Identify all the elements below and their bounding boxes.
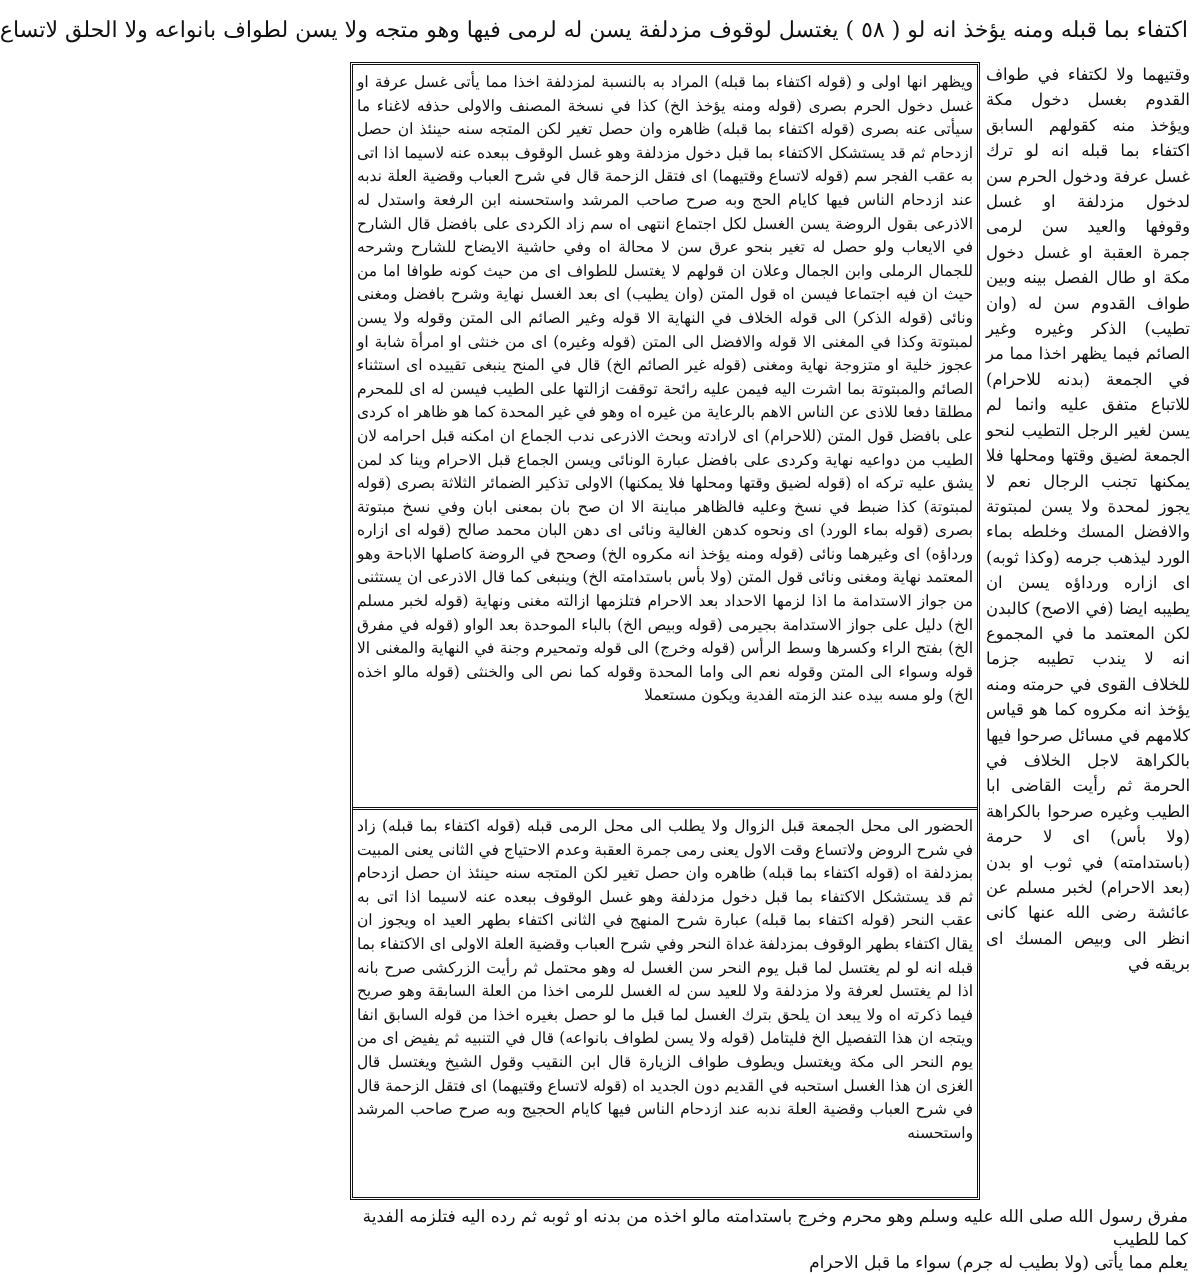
header-text-left: يغتسل لوقوف مزدلفة يسن له لرمى فيها وهو متجه ولا يسن لطواف بانواعه ولا الحلق لاتساع (0, 18, 839, 43)
margin-main-text: وقتيهما ولا لكتفاء في طواف القدوم بغسل دخول مكة ويؤخذ منه كقولهم السابق اكتفاء بما قبله انه لو ترك غسل عرفة ودخول الحرم سن لدخول مزدلفة او غسل وقوفها والعيد سن لرمى جمرة العقبة او غسل دخول مكة او طال الفصل بينه وبين طواف القدوم سن له (وان تطيب) الذكر وغيره وغير الصائم فيما يظهر اخذا مما مر في الجمعة (بدنه للاحرام) للاتباع متفق عليه وانما لم يسن لغير الرجل التطيب لنحو الجمعة لضيق وقتها ومحلها فلا يمكنها تجنب الرجال نعم لا يجوز لمحدة ولا يسن لمبتوتة والافضل المسك وخلطه بماء الورد ليذهب جرمه (وكذا ثوبه) اى ازاره ورداؤه يسن ان يطيبه ايضا (في الاصح) كالبدن لكن المعتمد ما في المجموع انه لا يندب تطيبه جزما للخلاف القوى في حرمته ومنه يؤخذ انه مكروه كما هو قياس كلامهم في مسائل صرحوا فيها بالكراهة لاجل الخلاف في الحرمة ثم رأيت القاضى ابا الطيب وغيره صرحوا بالكراهة (ولا بأس) اى لا حرمة (باستدامته) في ثوب او بدن (بعد الاحرام) لخبر مسلم عن عائشة رضى الله عنها كانى انظر الى وبيص المسك اى بريقه في (986, 65, 1190, 974)
footer-line-2: يعلم مما يأتى (ولا بطيب له جرم) سواء ما قبل الاحرام (809, 1253, 1188, 1273)
header-text-right: اكتفاء بما قبله ومنه يؤخذ انه لو (907, 18, 1188, 43)
section-divider (353, 807, 977, 810)
commentary-top-block: ويظهر انها اولى و (قوله اكتفاء بما قبله) المراد به بالنسبة لمزدلفة اخذا مما يأتى غسل عرفة او غسل دخول الحرم بصرى (قوله ومنه يؤخذ الخ) كذا في نسخة المصنف والاولى حذفه لاغناء ما سيأتى عنه بصرى (قوله اكتفاء بما قبله) ظاهره وان حصل تغير لكن المتجه سنه حينئذ ان حصل ازدحام ثم قد يستشكل الاكتفاء بما قبل دخول مزدلفة وهو غسل الوقوف ببعده عنه لاسيما اذا اتى به عقب الفجر سم (قوله لاتساع وقتيهما) اى فتقل الزحمة قال في شرح العباب وقضية العلة ندبه عند ازدحام الناس فيها كايام الحج وبه صرح صاحب المرشد واستحسنه ابن الرفعة واستدل له الاذرعى بقول الروضة يسن الغسل لكل اجتماع انتهى اه سم زاد الكردى على بافضل قال الشارح في الايعاب ولو حصل له تغير بنحو عرق سن لا محالة اه وفي حاشية الايضاح للشارح وشرحه للجمال الرملى وابن الجمال وعلان ان قولهم لا يغتسل للطواف اى من حيث كونه طوافا اما من حيث ان فيه اجتماعا فيسن اه قول المتن (وان يطيب) اى بعد الغسل نهاية وشرح بافضل ومغنى ونائى (قوله الذكر) الى قوله الخلاف في النهاية الا قوله وغير الصائم الى المتن وقوله ولا يسن لمبتوتة وكذا في المغنى الا قوله والافضل الى المتن (قوله وغيره) اى من خنثى او امرأة شابة او عجوز خلية او متزوجة نهاية ومغنى (قوله غير الصائم الخ) قال في المنح ينبغى تقييده اى استثناء الصائم والمبتوتة بما اشرت اليه فيمن عليه رائحة توقفت ازالتها على الطيب فيسن له اى للمحرم مطلقا دفعا للاذى عن الناس الاهم بالرعاية من غيره اه وهو في غير المحدة كما هو ظاهر اه كردى على بافضل قول المتن (للاحرام) اى لارادته وبحث الاذرعى ندب الجماع ان امكنه قبل احرامه لان الطيب من دواعيه نهاية وكردى على بافضل عبارة الونائى ويسن الجماع قبل الاحرام وينا كد لمن يشق عليه تركه اه (قوله لضيق وقتها ومحلها فلا يمكنها) الاولى تذكير الضمائر الثلاثة بصرى (قوله لمبتوتة) كذا ضبط في نسخ وعليه فالظاهر مباينة الا ان صح بان بمعنى ابان وفي نسخ مبتوتة بصرى (قوله بماء الورد) اى ونحوه كدهن الغالية ونائى اى دهن البان محمد صالح (قوله اى ازاره ورداؤه) اى وغيرهما ونائى (قوله ومنه يؤخذ انه مكروه الخ) وصحح في الروضة كاصلها الاباحة وهو المعتمد نهاية ومغنى ونائى قول المتن (ولا بأس باستدامته الخ) وينبغى كما قال الاذرعى ان يستثنى من جواز الاستدامة ما اذا لزمها الاحداد بعد الاحرام فتلزمها ازالته مغنى ونهاية (قوله لخبر مسلم الخ) دليل على جواز الاستدامة بجيرمى (قوله وبيص الخ) بالباء الموحدة بعد الواو (قوله في مفرق الخ) بفتح الراء وكسرها وسط الرأس (قوله وخرج) الى قوله وتمحيرم وجنة في النهاية والمغنى الا قوله وسواء الى المتن وقوله نعم الى واما المحدة وقوله كما نص الى والخنثى (قوله مالو اخذه الخ) ولو مسه بيده عند الزمته الفدية ويكون مستعملا (357, 73, 973, 705)
page-footer (340, 1206, 1188, 1273)
commentary-frame (350, 62, 980, 1200)
page-number: ( ٥٨ ) (845, 18, 901, 43)
footer-line-1-end: للطيب (1112, 1230, 1160, 1250)
commentary-bottom-block: الحضور الى محل الجمعة قبل الزوال ولا يطلب الى محل الرمى قبله (قوله اكتفاء بما قبله) زاد في شرح الروض ولاتساع وقت الاول يعنى رمى جمرة العقبة وعدم الاحتياج في الثانى يعنى المبيت بمزدلفة اه (قوله اكتفاء بما قبله) ظاهره وان حصل تغير لكن المتجه سنه حينئذ ان حصل ازدحام ثم قد يستشكل الاكتفاء بما قبل دخول مزدلفة وهو غسل الوقوف ببعده عنه لاسيما اذا اتى به عقب النحر (قوله اكتفاء بما قبله) عبارة شرح المنهج في الثانى اكتفاء بطهر العيد اه ويجوز ان يقال اكتفاء بطهر الوقوف بمزدلفة غداة النحر وفي شرح العباب وقضية العلة الاولى اى الاكتفاء بما قبله انه لو لم يغتسل لما قبل يوم النحر سن الغسل له وهو محتمل ثم رأيت الزركشى صرح بانه اذا لم يغتسل لعرفة ولا مزدلفة ولا للعيد سن له الغسل للرمى اخذا من العلة السابقة وهو صريح فيما ذكرته اه ولا يبعد ان يلحق بترك الغسل لما قبل ما لو حصل بغيره اخذا من قوله السابق انفا ويتجه ان هذا التفصيل الخ فليتامل (قوله ولا يسن لطواف بانواعه) قال في التنبيه ثم يفيض اى من يوم النحر الى مكة ويغتسل ويطوف طواف الزيارة قال ابن النقيب وقول الشيخ ويغتسل قال الغزى ان هذا الغسل استحبه في القديم دون الجديد اه (قوله لاتساع وقتيهما) اى فتقل الزحمة قال في شرح العباب وقضية العلة ندبه عند ازدحام الناس فيها كايام الحجيج وبه صرح صاحب المرشد واستحسنه (357, 817, 973, 1142)
footer-line-1-main: مفرق رسول الله صلى الله عليه وسلم وهو محرم وخرج باستدامته مالو اخذه من بدنه او ثوبه ثم رده اليه فتلزمه الفدية كما (362, 1207, 1188, 1250)
page-header (0, 8, 1188, 54)
footer-line-1 (340, 1206, 1188, 1252)
